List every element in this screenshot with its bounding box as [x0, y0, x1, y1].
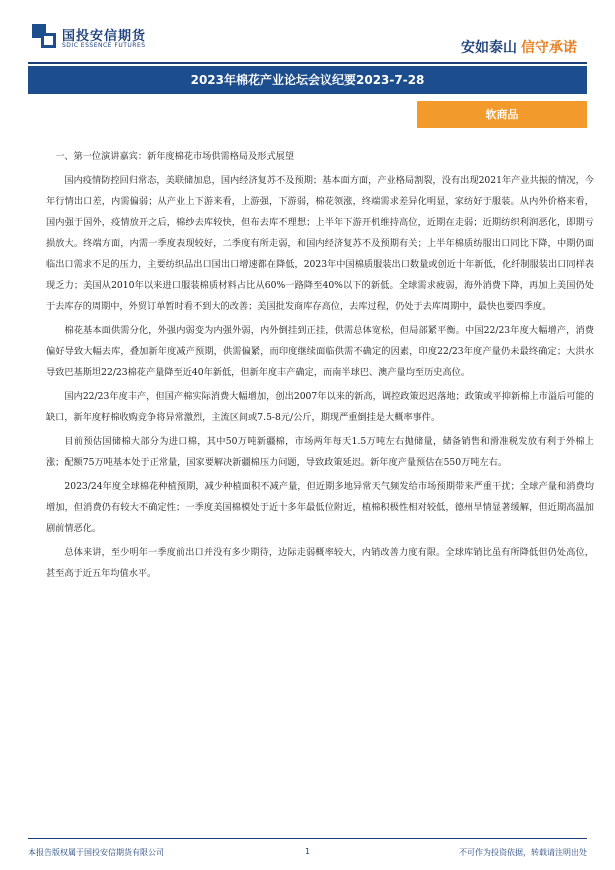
header-divider	[28, 62, 587, 64]
body-paragraph: 国内22/23年度丰产，但国产棉实际消费大幅增加，创出2007年以来的新高，调控政策迟迟落地；政策或平抑新棉上市溢后可能的缺口，新年度籽棉收购竞争将异常激烈，主流区间或7.5-8元/公斤，期现严重倒挂是大概率事件。	[46, 391, 594, 423]
body-paragraph: 目前预估国储棉大部分为进口棉，其中50万吨新疆棉，市场两年每天1.5万吨左右抛储量，储备销售和滑准税发放有利于外棉上涨；配额75万吨基本处于正常量，国家要解决新疆棉压力问题，导致政策延迟。新年度产量预估在550万吨左右。	[46, 436, 594, 468]
report-title: 2023年棉花产业论坛会议纪要2023-7-28	[28, 66, 587, 94]
slogan-part-1: 安如泰山	[461, 40, 517, 56]
section-heading: 一、第一位演讲嘉宾：新年度棉花市场供需格局及形式展望	[55, 151, 295, 162]
slogan	[461, 37, 577, 57]
footer-divider	[28, 838, 587, 839]
body-paragraph: 国内疫情防控回归常态，美联储加息，国内经济复苏不及预期；基本面方面，产业格局割裂，没有出现2021年产业共振的情况，今年行情出口差，内需偏弱；从产业上下游来看，上游强，下游弱，棉花领涨，终端需求差异化明显，家纺好于服装。从内外价格来看，国内强于国外，疫情放开之后，棉纱去库较快，但布去库不理想；上半年下游开机维持高位，近期在走弱；近期纺织利润恶化，即期亏损放大。终端方面，内需一季度表现较好，二季度有所走弱，和国内经济复苏不及预期有关；上半年棉质纺服出口同比下降，中期仍面临出口需求不足的压力，主要纺织品出口国出口增速都在降低，2023年中国棉质服装出口数量或创近十年新低，化纤制服装出口同样表现乏力；美国从2010年以来进口服装棉质材料占比从60%一路降至40%以下的新低。全球需求疲弱，海外消费下降，再加上美国仍处于去库存的周期中，外贸订单暂时看不到大的改善；美国批发商库存高位，去库过程，仍处于去库周期中，最快也要四季度。	[46, 175, 594, 312]
section-tag: 软商品	[417, 101, 587, 128]
body-paragraph: 棉花基本面供需分化，外强内弱变为内强外弱，内外倒挂到正挂，供需总体宽松，但局部紧平衡。中国22/23年度大幅增产，消费偏好导致大幅去库，叠加新年度减产预期，供需偏紧，而印度继续面临供需不确定的因素，印度22/23年度产量仍未最终确定；大洪水导致巴基斯坦22/23棉花产量降至近40年新低，但新年度丰产确定，而南半球巴、澳产量均至历史高位。	[46, 325, 594, 378]
company-name-en: SDIC ESSENCE FUTURES	[62, 42, 146, 49]
copyright-notice: 本报告版权属于国投安信期货有限公司	[28, 848, 164, 857]
company-logo-icon	[32, 24, 56, 48]
disclaimer: 不可作为投资依据，转载请注明出处	[459, 848, 587, 857]
page-number: 1	[305, 847, 311, 856]
report-body	[46, 146, 594, 587]
slogan-part-2: 信守承诺	[521, 40, 577, 56]
company-name-cn: 国投安信期货	[62, 29, 147, 44]
page-header	[0, 0, 615, 62]
body-paragraph: 总体来讲，至少明年一季度前出口并没有多少期待，边际走弱概率较大，内销改善力度有限。全球库销比虽有所降低但仍处高位，甚至高于近五年均值水平。	[46, 547, 594, 579]
body-paragraph: 2023/24年度全球棉花种植预期，减少种植面积不减产量，但近期多地异常天气频发给市场预期带来严重干扰；全球产量和消费均增加，但消费仍有较大不确定性；一季度美国棉模处于近十多年最低位附近，植棉积极性相对较低，德州旱情显著缓解，但近期高温加剧前情恶化。	[46, 481, 594, 534]
